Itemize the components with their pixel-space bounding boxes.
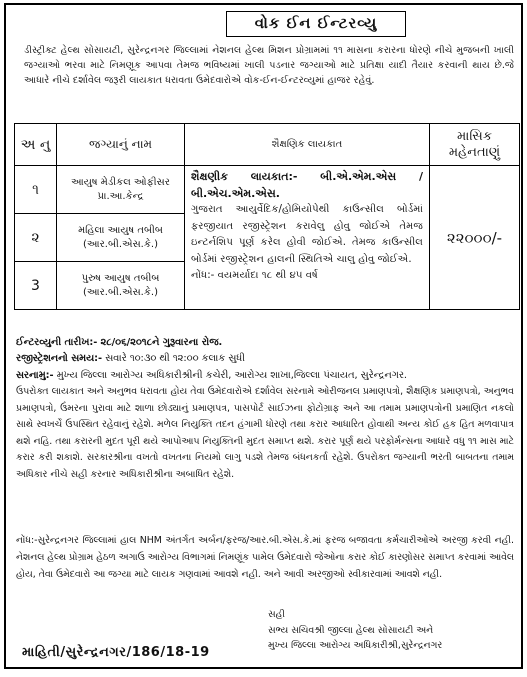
interview-date-line xyxy=(16,335,516,350)
row-serial-no: ૨ xyxy=(15,214,57,262)
address-line xyxy=(16,368,516,383)
row-post-name: આયુષ મેડીકલ ઓફીસર પ્રા.આ.કેન્દ્ર xyxy=(57,166,185,214)
header-post-name: જગ્યાનું નામ xyxy=(57,124,185,166)
interview-date-value: ૨૮/૦૬/૨૦૧૮ને ગુરૂવારના રોજ. xyxy=(100,337,223,348)
signature-block xyxy=(268,607,518,654)
table-header-row xyxy=(15,124,520,166)
signatory-title-1: સભ્ય સચિવશ્રી જીલ્લા હેલ્થ સોસાયટી અને xyxy=(268,624,434,636)
posts-table xyxy=(14,123,520,310)
age-limit-note: નોંધ:- વયમર્યાદા ૧૮ થી ૪૫ વર્ષ xyxy=(191,270,318,281)
registration-time-line xyxy=(16,351,516,366)
table-row xyxy=(15,166,520,214)
advertisement-page xyxy=(4,3,523,669)
interview-date-label: ઈન્ટરવ્યુની તારીખ:- xyxy=(16,337,98,348)
address-label: સરનામુ:- xyxy=(16,370,54,381)
qualification-cell xyxy=(185,166,430,310)
qualification-heading: શૈક્ષણીક લાયકાત:- બી.એ.એમ.એસ / બી.એચ.એમ.એસ. xyxy=(191,170,423,200)
page-title: વોક ઈન ઈન્ટરવ્યુ xyxy=(226,11,406,37)
note-paragraph: નોંધ:-સુરેન્દ્રનગર જિલ્લામાં હાલ NHM અંતર્ગત અર્બન/ફરજ/આર.બી.એસ.કે.માં ફરજ બજાવતા કર્મચારીઓએ અરજી કરવી નહી. નેશનલ હેલ્થ પ્રોગ્રામ હેઠળ અગાઉ આરોગ્ય વિભાગમાં નિમણૂંક પામેલ ઉમેદવારો જેઓના કરાર કોઈ કારણોસર સમાપ્ત કરવામાં આવેલ હોય, તેવા ઉમેદવારો આ જગ્યા માટે લાયક ગણવામાં આવશે નહી. અને આવી અરજીઓ સ્વીકારવામાં આવશે નહી. xyxy=(16,535,514,580)
header-serial-no: અ નુ xyxy=(15,124,57,166)
qualification-body: ગુજરાત આયુર્વેદિક/હોમિયોપેથી કાઉન્સીલ બોર્ડમાં ફરજીયાત રજીસ્ટ્રેશન કરાવેલુ હોવુ જોઈએ તેમજ ઇન્ટર્નશિપ પૂર્ણ કરેલ હોવી જોઈએ. તેમજ કાઉન્સીલ બોર્ડમાં રજીસ્ટ્રેશન હાલની સ્થિતિએ ચાલુ હોવુ જોઈએ. xyxy=(191,204,423,265)
intro-paragraph: ડીસ્ટ્રીક્ટ હેલ્થ સોસાયટી, સુરેન્દ્રનગર જિલ્લામાં નેશનલ હેલ્થ મિશન પ્રોગ્રામમાં ૧૧ માસના કરારના ધોરણે નીચે મુજબની ખાલી જગ્યાઓ ભરવા માટે નિમણૂક આપવા તેમજ ભવિષ્યમાં ખાલી પડનાર જગ્યાઓ માટે પ્રતિક્ષા યાદી તૈયાર કરવાની થાય છે.જે આધારે નીચે દર્શાવેલ જરૂરી લાયકાત ધરાવતા ઉમેદવારોએ વોક-ઈન-ઈન્ટરવ્યુમાં હાજર રહેવું. xyxy=(24,45,514,86)
row-post-name: મહિલા આયુષ તબીબ (આર.બી.એસ.કે.) xyxy=(57,214,185,262)
terms-paragraph: ઉપરોક્ત લાયકાત અને અનુભવ ધરાવતા હોય તેવા ઉમેદવારોએ દર્શાવેલ સરનામે ઓરીજનલ પ્રમાણપત્રો, શૈક્ષણિક પ્રમાણપત્રો, અનુભવ પ્રમાણપત્રો, ઉંમરના પુરાવા માટે શાળા છોડ્યાનું પ્રમાણપત્ર, પાસપોર્ટ સાઈઝના ફોટોગ્રાફ અને આ તમામ પ્રમાણપત્રોની પ્રમાણિત નકલો સાથે સ્વખર્ચે ઉપસ્થિત રહેવાનું રહેશે. મળેલ નિયુક્તિ તદન હંગામી ધોરણે તથા કરાર આધારિત હોવાથી અન્ય કોઈ હક હિત મળવાપાત્ર થશે નહિ. તથા કરારની મુદત પૂરી થયે આપોઆપ નિયુક્તિની મુદત સમાપ્ત થશે. કરાર પૂર્ણ થયે પરફોર્મન્સના આધારે વધુ ૧૧ માસ માટે કરાર કરી શકાશે. સરકારશ્રીના વખતો વખતના નિયમો લાગુ પડશે તેમજ બંધનકર્તા રહેશે. ઉપરોક્ત જગ્યાની ભરતી બાબતના તમામ અધિકાર નીચે સહી કરનાર અધિકારીશ્રીના અબાધિત રહેશે. xyxy=(16,386,514,480)
registration-time-label: રજીસ્ટ્રેશનનો સમય:- xyxy=(16,353,103,364)
address-value: મુખ્ય જિલ્લા આરોગ્ય અધિકારીશ્રીની કચેરી, આરોગ્ય શાખા,જિલ્લા પંચાયત, સુરેન્દ્રનગર. xyxy=(56,370,407,381)
row-serial-no: 3 xyxy=(15,262,57,310)
row-serial-no: ૧ xyxy=(15,166,57,214)
registration-time-value: સવારે ૧૦:૩૦ થી ૧૨:૦૦ કલાક સુધી xyxy=(105,353,245,364)
salary-cell: ૨૨૦૦૦/- xyxy=(430,166,520,310)
signature-label: સહી xyxy=(268,609,285,620)
row-post-name: પુરુષ આયુષ તબીબ (આર.બી.એસ.કે.) xyxy=(57,262,185,310)
signatory-title-2: મુખ્ય જિલ્લા આરોગ્ય અધિકારીશ્રી,સુરેન્દ્રનગર xyxy=(268,640,443,651)
header-qualification: શૈક્ષણિક લાયકાત xyxy=(185,124,430,166)
reference-number: માહિતી/સુરેન્દ્રનગર/186/18-19 xyxy=(22,645,210,660)
header-salary: માસિક મહેનતાણું xyxy=(430,124,520,166)
